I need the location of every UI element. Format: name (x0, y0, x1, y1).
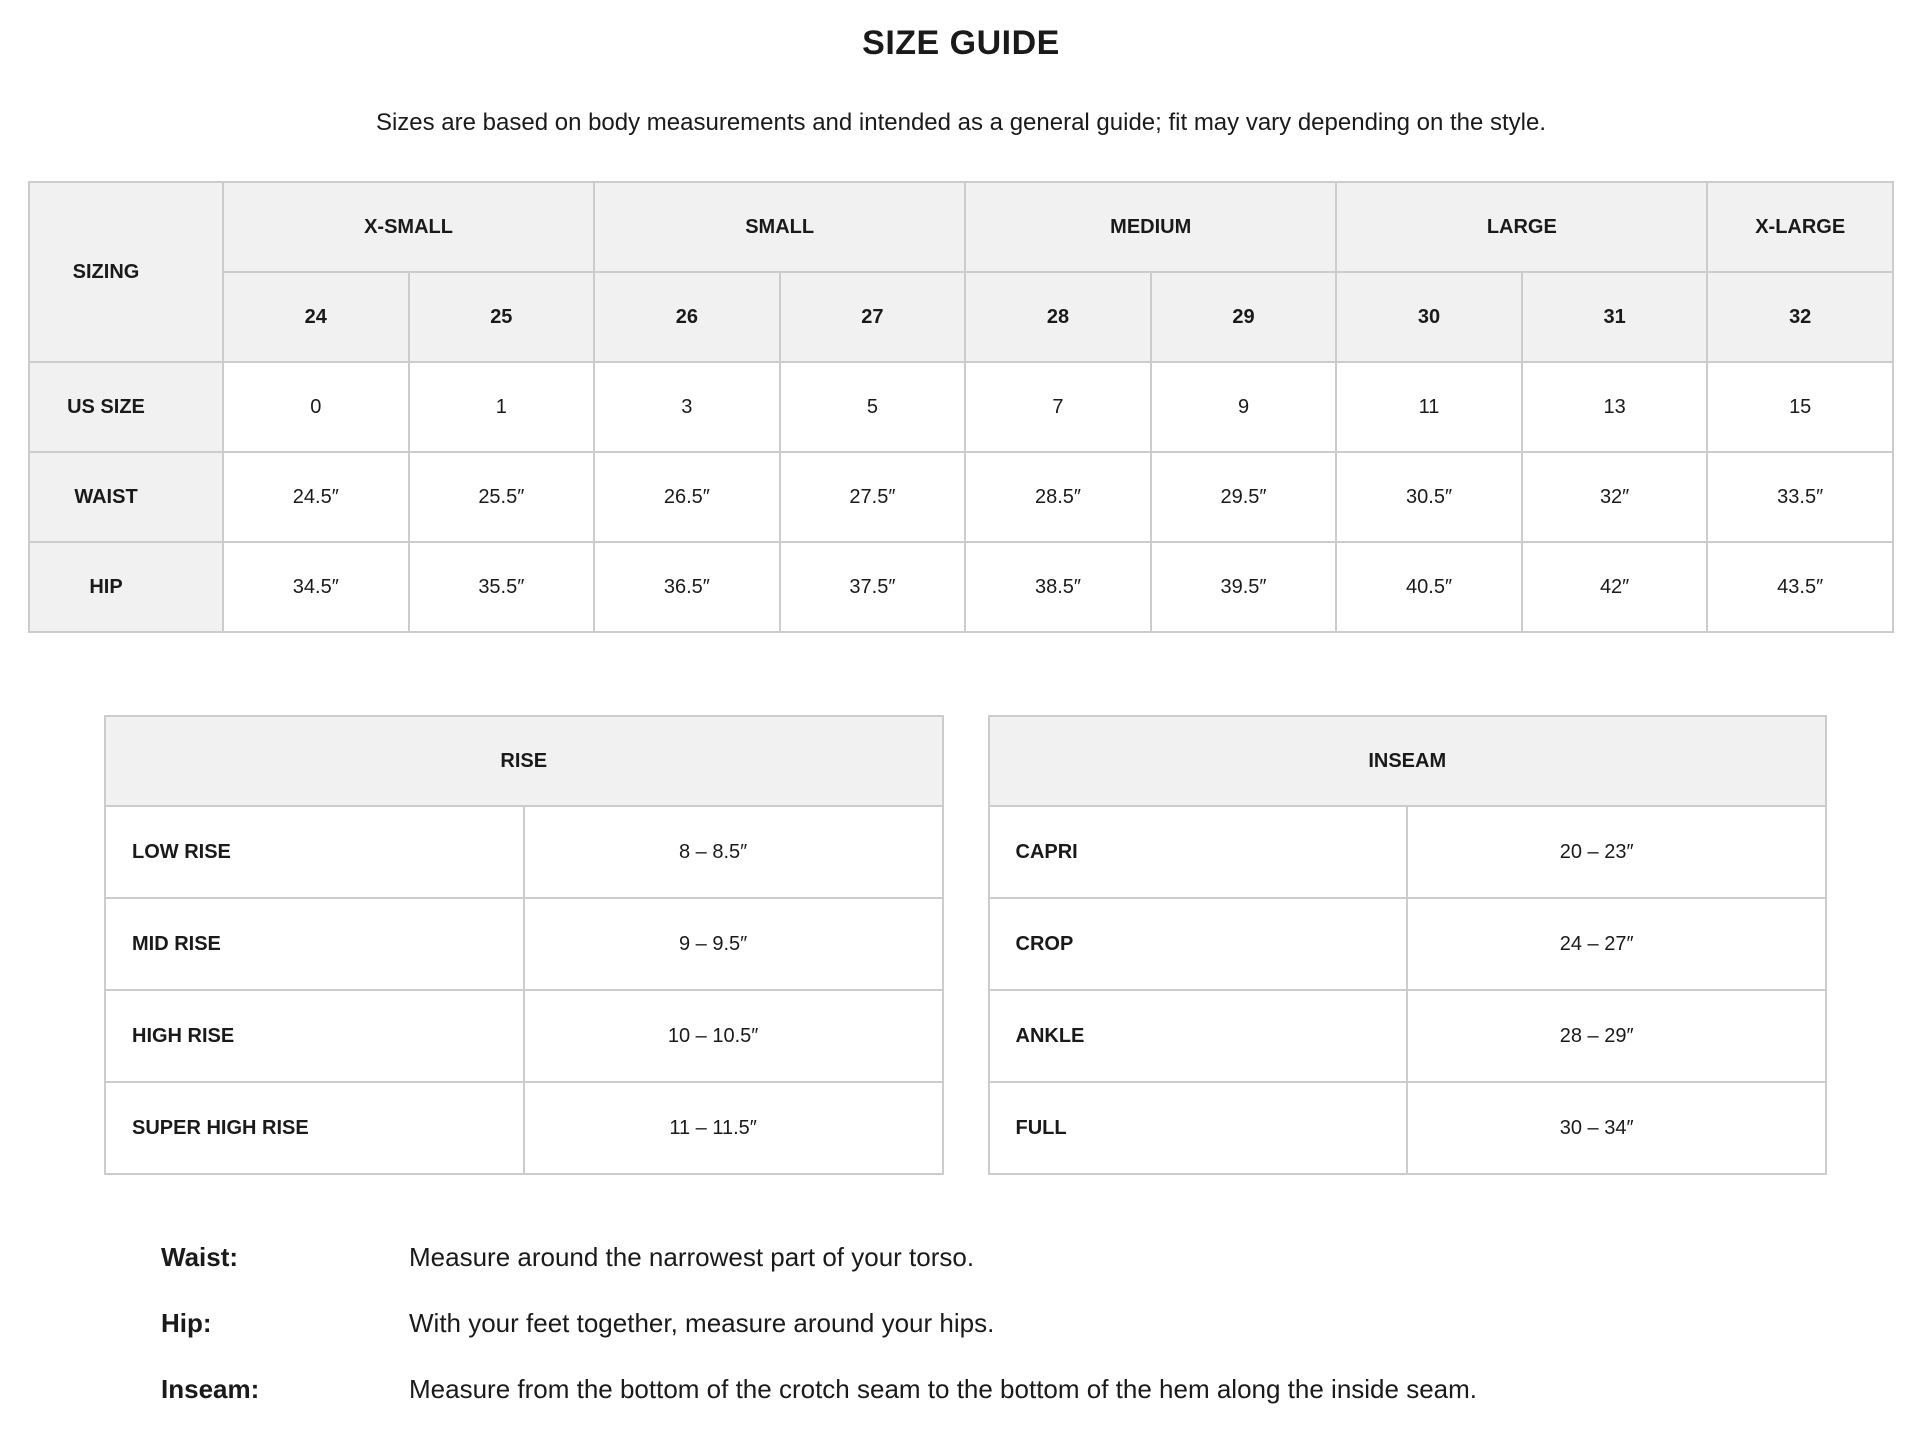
note-text-hip: With your feet together, measure around your hips. (409, 1308, 995, 1338)
sizing-data-row-hip (29, 542, 1893, 632)
us-size-value-3: 5 (780, 362, 966, 452)
inseam-row-ankle (989, 990, 1827, 1082)
note-label-waist: Waist: (161, 1242, 239, 1272)
inseam-title-row (989, 716, 1827, 806)
full-label: FULL (989, 1082, 1408, 1174)
sizing-data-row-us-size (29, 362, 1893, 452)
hip-value-5: 39.5″ (1151, 542, 1337, 632)
rise-row-mid-rise (105, 898, 943, 990)
size-group-small: SMALL (594, 182, 965, 272)
row-label-us-size: US SIZE (29, 362, 223, 452)
hip-value-8: 43.5″ (1707, 542, 1893, 632)
note-row-hip (161, 1307, 1922, 1339)
note-label-hip: Hip: (161, 1308, 212, 1338)
rise-title-cell: RISE (105, 716, 943, 806)
note-row-waist (161, 1241, 1922, 1273)
hip-value-7: 42″ (1522, 542, 1708, 632)
numeric-size-25: 25 (409, 272, 595, 362)
rise-title-row (105, 716, 943, 806)
waist-value-8: 33.5″ (1707, 452, 1893, 542)
high-rise-value: 10 – 10.5″ (524, 990, 943, 1082)
low-rise-value: 8 – 8.5″ (524, 806, 943, 898)
us-size-value-2: 3 (594, 362, 780, 452)
row-label-hip: HIP (29, 542, 223, 632)
numeric-size-row (29, 272, 1893, 362)
inseam-row-crop (989, 898, 1827, 990)
waist-value-0: 24.5″ (223, 452, 409, 542)
sizing-data-row-waist (29, 452, 1893, 542)
numeric-size-26: 26 (594, 272, 780, 362)
numeric-size-24: 24 (223, 272, 409, 362)
sub-tables-section (104, 715, 1827, 1175)
rise-row-high-rise (105, 990, 943, 1082)
waist-value-6: 30.5″ (1336, 452, 1522, 542)
us-size-value-0: 0 (223, 362, 409, 452)
hip-value-1: 35.5″ (409, 542, 595, 632)
us-size-value-6: 11 (1336, 362, 1522, 452)
sizing-group-row (29, 182, 1893, 272)
hip-value-4: 38.5″ (965, 542, 1151, 632)
inseam-table (988, 715, 1828, 1175)
note-text-inseam: Measure from the bottom of the crotch seam to the bottom of the hem along the inside seam. (409, 1374, 1478, 1404)
ankle-label: ANKLE (989, 990, 1408, 1082)
super-high-rise-label: SUPER HIGH RISE (105, 1082, 524, 1174)
waist-value-4: 28.5″ (965, 452, 1151, 542)
waist-value-2: 26.5″ (594, 452, 780, 542)
hip-value-2: 36.5″ (594, 542, 780, 632)
size-group-large: LARGE (1336, 182, 1707, 272)
inseam-row-capri (989, 806, 1827, 898)
us-size-value-8: 15 (1707, 362, 1893, 452)
note-row-inseam (161, 1373, 1922, 1405)
sizing-table (28, 181, 1894, 633)
crop-label: CROP (989, 898, 1408, 990)
page-subtitle: Sizes are based on body measurements and intended as a general guide; fit may vary depending on the style. (375, 109, 1547, 136)
rise-row-low-rise (105, 806, 943, 898)
numeric-size-31: 31 (1522, 272, 1708, 362)
mid-rise-label: MID RISE (105, 898, 524, 990)
sizing-corner-cell: SIZING (29, 182, 223, 362)
row-label-waist: WAIST (29, 452, 223, 542)
numeric-size-27: 27 (780, 272, 966, 362)
waist-value-3: 27.5″ (780, 452, 966, 542)
low-rise-label: LOW RISE (105, 806, 524, 898)
us-size-value-4: 7 (965, 362, 1151, 452)
full-value: 30 – 34″ (1407, 1082, 1826, 1174)
mid-rise-value: 9 – 9.5″ (524, 898, 943, 990)
hip-value-0: 34.5″ (223, 542, 409, 632)
capri-value: 20 – 23″ (1407, 806, 1826, 898)
inseam-title-cell: INSEAM (989, 716, 1827, 806)
waist-value-7: 32″ (1522, 452, 1708, 542)
us-size-value-5: 9 (1151, 362, 1337, 452)
numeric-size-28: 28 (965, 272, 1151, 362)
note-text-waist: Measure around the narrowest part of your torso. (409, 1242, 975, 1272)
super-high-rise-value: 11 – 11.5″ (524, 1082, 943, 1174)
hip-value-6: 40.5″ (1336, 542, 1522, 632)
measurement-notes (161, 1241, 1922, 1405)
numeric-size-32: 32 (1707, 272, 1893, 362)
note-label-inseam: Inseam: (161, 1374, 260, 1404)
size-group-medium: MEDIUM (965, 182, 1336, 272)
rise-row-super-high-rise (105, 1082, 943, 1174)
hip-value-3: 37.5″ (780, 542, 966, 632)
us-size-value-7: 13 (1522, 362, 1708, 452)
inseam-row-full (989, 1082, 1827, 1174)
waist-value-1: 25.5″ (409, 452, 595, 542)
numeric-size-29: 29 (1151, 272, 1337, 362)
size-group-x-small: X-SMALL (223, 182, 594, 272)
us-size-value-1: 1 (409, 362, 595, 452)
high-rise-label: HIGH RISE (105, 990, 524, 1082)
rise-table (104, 715, 944, 1175)
ankle-value: 28 – 29″ (1407, 990, 1826, 1082)
size-group-x-large: X-LARGE (1707, 182, 1893, 272)
capri-label: CAPRI (989, 806, 1408, 898)
numeric-size-30: 30 (1336, 272, 1522, 362)
crop-value: 24 – 27″ (1407, 898, 1826, 990)
page-title: SIZE GUIDE (862, 24, 1060, 62)
waist-value-5: 29.5″ (1151, 452, 1337, 542)
